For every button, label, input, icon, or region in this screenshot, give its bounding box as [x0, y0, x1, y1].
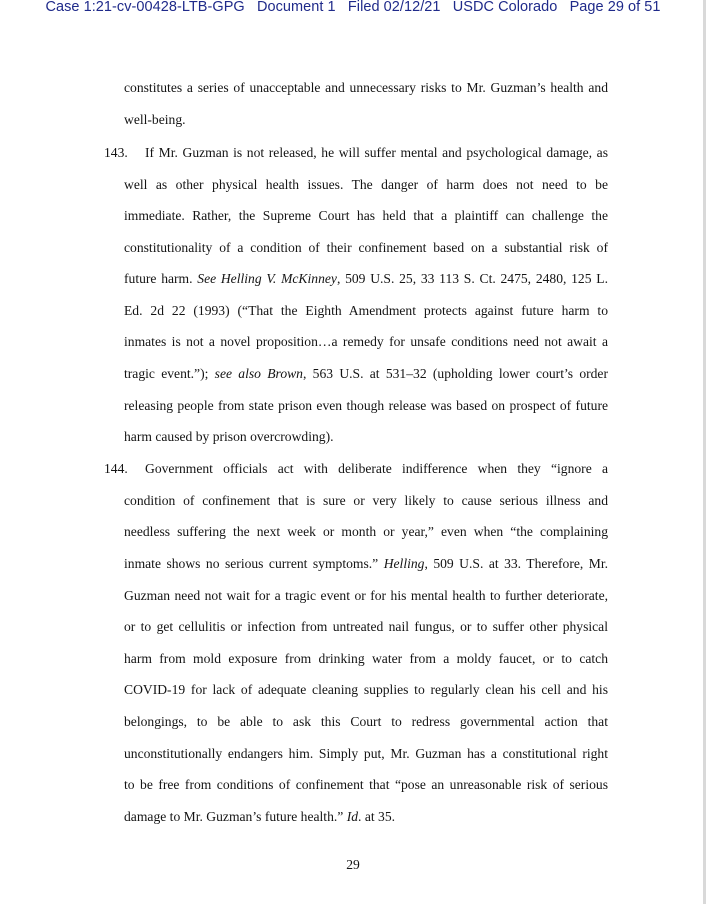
- body-line: Government officials act with deliberate indifference when they “ignore a: [145, 461, 608, 476]
- body-line: constitutes a series of unacceptable and unnecessary risks to Mr. Guzman’s health and: [124, 80, 608, 95]
- body-line: immediate. Rather, the Supreme Court has held that a plaintiff can challenge the: [124, 208, 608, 223]
- body-line: constitutionality of a condition of their confinement based on a substantial risk of: [124, 240, 608, 255]
- body-line: Ed. 2d 22 (1993) (“That the Eighth Amendment protects against future harm to: [124, 303, 608, 318]
- body-line: needless suffering the next week or month or year,” even when “the complaining: [124, 524, 608, 539]
- body-line: [124, 809, 395, 825]
- case-citation: Helling: [383, 556, 425, 571]
- text-run: tragic event.”);: [124, 366, 215, 381]
- body-line: [124, 556, 608, 572]
- body-line: Guzman need not wait for a tragic event or for his mental health to further deteriorate,: [124, 588, 608, 603]
- body-line: well as other physical health issues. The danger of harm does not need to be: [124, 177, 608, 192]
- body-line: [124, 271, 608, 287]
- text-run: damage to Mr. Guzman’s future health.”: [124, 809, 347, 824]
- body-line: COVID-19 for lack of adequate cleaning supplies to regularly clean his cell and his: [124, 682, 608, 697]
- body-line: releasing people from state prison even though release was based on prospect of future: [124, 398, 608, 413]
- text-run: , 509 U.S. at 33. Therefore, Mr.: [424, 556, 609, 571]
- body-line: [124, 366, 608, 382]
- body-line: well-being.: [124, 112, 186, 127]
- case-citation: see also Brown: [214, 366, 303, 381]
- court-filing-header: Case 1:21-cv-00428-LTB-GPG Document 1 Filed 02/12/21 USDC Colorado Page 29 of 51: [45, 0, 661, 15]
- case-citation: See Helling V. McKinney: [197, 271, 337, 286]
- body-line: belongings, to be able to ask this Court to redress governmental action that: [124, 714, 608, 729]
- text-run: inmate shows no serious current symptoms.”: [124, 556, 384, 571]
- text-run: future harm.: [124, 271, 198, 286]
- text-run: , 509 U.S. 25, 33 113 S. Ct. 2475, 2480, 125 L.: [336, 271, 608, 286]
- body-line: unconstitutionally endangers him. Simply put, Mr. Guzman has a constitutional right: [124, 746, 608, 761]
- body-line: harm from mold exposure from drinking water from a moldy faucet, or to catch: [124, 651, 608, 666]
- text-run: , 563 U.S. at 531–32 (upholding lower court’s order: [302, 366, 608, 381]
- paragraph-number: 144.: [104, 461, 128, 476]
- text-run: . at 35.: [358, 809, 396, 824]
- body-line: harm caused by prison overcrowding).: [124, 429, 334, 444]
- case-citation: Id: [346, 809, 359, 824]
- body-line: inmates is not a novel proposition…a remedy for unsafe conditions need not await a: [124, 334, 608, 349]
- body-line: or to get cellulitis or infection from untreated nail fungus, or to suffer other physical: [124, 619, 608, 634]
- body-line: to be free from conditions of confinement that “pose an unreasonable risk of serious: [124, 777, 608, 792]
- paragraph-number: 143.: [104, 145, 128, 160]
- page-number: 29: [346, 857, 360, 872]
- body-line: condition of confinement that is sure or very likely to cause serious illness and: [124, 493, 608, 508]
- body-line: If Mr. Guzman is not released, he will suffer mental and psychological damage, as: [145, 145, 608, 160]
